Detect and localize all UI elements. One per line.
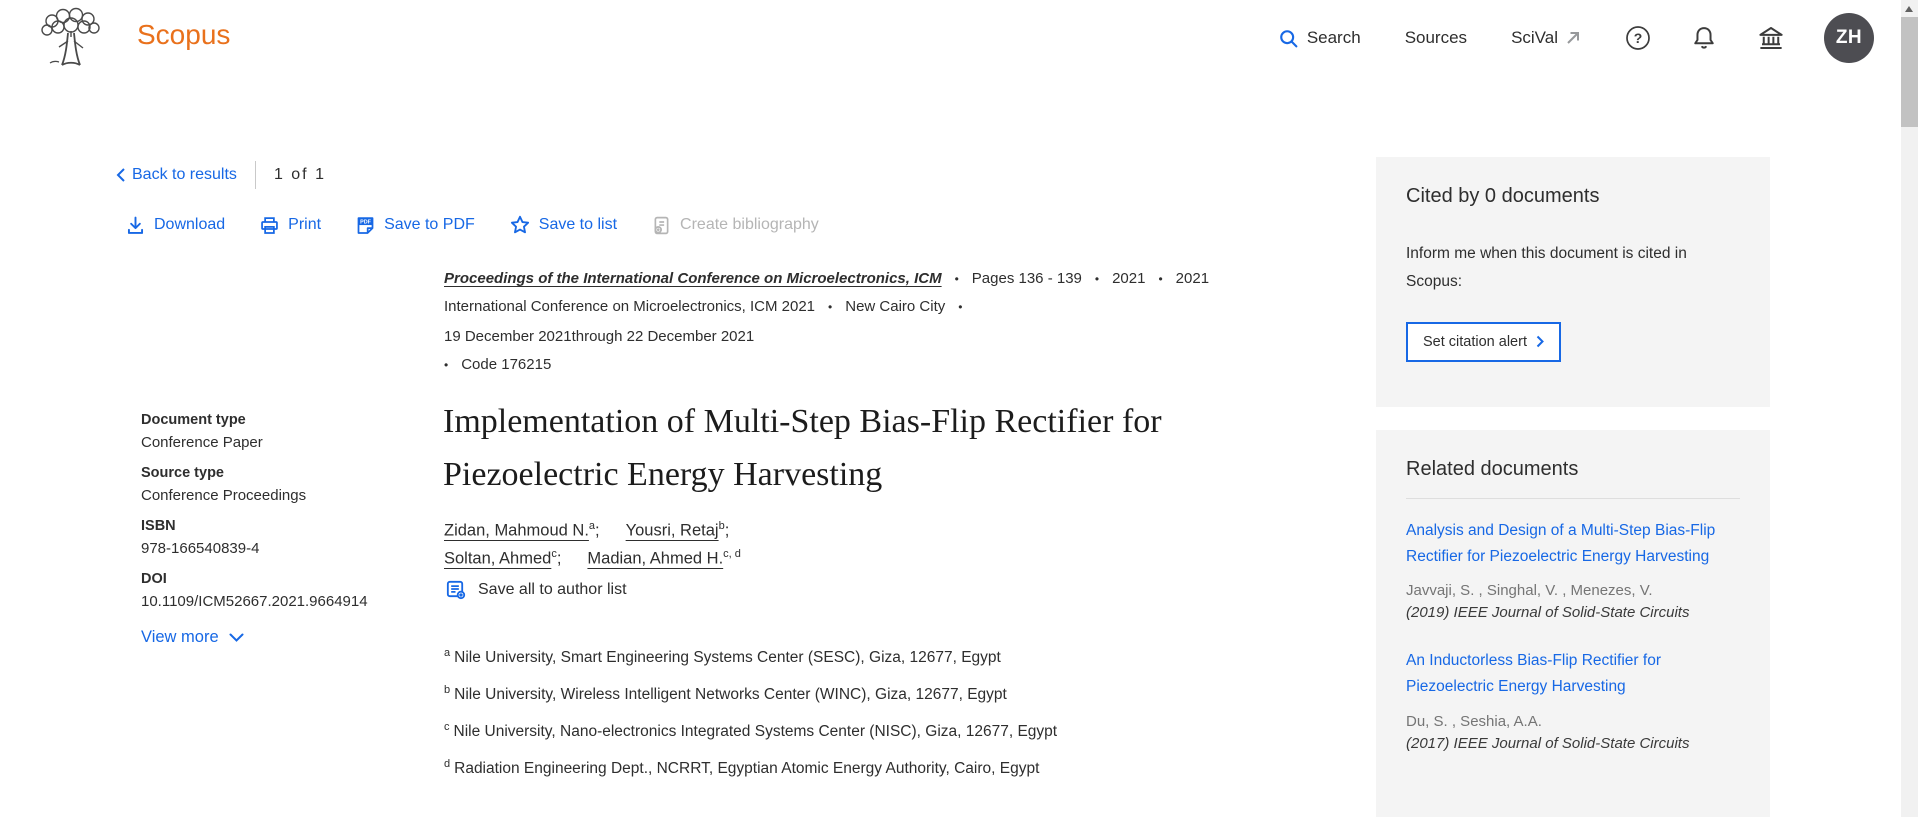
user-avatar[interactable]: ZH [1824,13,1874,63]
author-link[interactable] [587,545,740,573]
nav-sources-label: Sources [1404,28,1468,47]
chevron-left-icon [115,167,126,183]
bibliography-icon [651,215,672,236]
affiliation-item [444,646,1057,669]
author-name: Soltan, Ahmed [444,549,552,568]
related-documents-heading: Related documents [1406,458,1579,480]
metadata-document-type [141,412,431,451]
institution-bank-icon[interactable] [1756,23,1786,53]
breadcrumb-divider [255,161,256,189]
author-list [444,517,878,573]
publication-row-1 [444,270,1234,287]
pages-range: Pages 136 - 139 [971,270,1082,287]
save-to-list-button[interactable] [509,214,617,236]
metadata-label: DOI [141,571,167,587]
author-name: Madian, Ahmed H. [587,549,724,568]
cited-by-panel [1376,157,1770,407]
publication-info [444,270,1234,384]
bullet-separator: • [444,358,449,372]
related-document-source: (2017) IEEE Journal of Solid-State Circuits [1406,734,1690,752]
author-list-add-icon [444,578,467,601]
nav-scival-label: SciVal [1511,28,1558,47]
download-icon [125,215,146,236]
metadata-isbn [141,518,431,557]
back-to-results-link[interactable] [115,166,237,184]
related-document-authors: Du, S. , Seshia, A.A. [1406,712,1542,730]
view-more-link[interactable] [141,628,431,647]
author-name: Zidan, Mahmoud N. [444,521,589,540]
metadata-value: 978-166540839-4 [141,540,260,557]
metadata-label: ISBN [141,518,176,534]
affiliation-text: Radiation Engineering Dept., NCRRT, Egyptian Atomic Energy Authority, Cairo, Egypt [454,759,1040,777]
save-to-list-label: Save to list [538,216,618,233]
author-affiliation-sup: c, d [723,548,741,561]
affiliation-sup: c [444,720,450,733]
set-citation-alert-button[interactable] [1406,322,1561,362]
nav-scival[interactable] [1511,28,1580,48]
author-affiliation-sup: a [588,520,596,532]
notifications-bell-icon[interactable] [1690,24,1718,52]
publication-year: 2021 [1112,270,1146,287]
related-document-item [1406,518,1740,621]
print-label: Print [288,216,322,233]
download-label: Download [154,216,226,233]
printer-icon [259,215,280,236]
save-all-label: Save all to author list [478,580,627,598]
bullet-separator: • [828,300,833,314]
bullet-separator: • [1094,272,1100,286]
save-to-pdf-label: Save to PDF [384,216,475,233]
external-link-arrow-icon [1566,31,1580,45]
affiliation-item [444,757,1057,780]
related-document-authors: Javvaji, S. , Singhal, V. , Menezes, V. [1406,582,1653,600]
related-document-link[interactable]: An Inductorless Bias-Flip Rectifier for Piezoelectric Energy Harvesting [1406,652,1661,696]
affiliation-list [444,646,1057,793]
cited-by-heading: Cited by 0 documents [1406,185,1600,207]
save-to-pdf-button[interactable] [355,215,475,236]
header-icon-cluster [1624,13,1874,63]
affiliation-sup: a [444,647,451,659]
search-icon [1278,28,1299,49]
bullet-separator: • [958,300,963,314]
save-all-to-author-list-button[interactable] [444,578,627,601]
related-document-link[interactable]: Analysis and Design of a Multi-Step Bias-Flip Rectifier for Piezoelectric Energy Harvesting [1406,522,1716,565]
document-metadata [141,412,431,647]
nav-search-label: Search [1306,28,1361,47]
back-to-results-label: Back to results [132,166,237,183]
vertical-scrollbar[interactable] [1901,0,1918,817]
header-nav [1278,0,1874,76]
svg-text:PDF: PDF [360,219,371,226]
author-name: Yousri, Retaj [625,521,719,540]
metadata-source-type [141,465,431,504]
related-document-source: (2019) IEEE Journal of Solid-State Circuits [1406,604,1690,622]
conference-name: International Conference on Microelectronics, ICM 2021 [444,298,816,315]
affiliation-sup: b [444,683,451,696]
top-header [0,0,1918,76]
chevron-right-icon [1536,335,1544,348]
metadata-label: Document type [141,412,246,428]
create-bibliography-button[interactable] [651,215,819,236]
metadata-label: Source type [141,465,224,481]
scrollbar-up-arrow-icon[interactable] [1905,6,1913,12]
view-more-label: View more [141,628,219,646]
nav-sources[interactable] [1405,28,1467,48]
publication-row-2 [444,298,1234,345]
document-title: Implementation of Multi-Step Bias-Flip Rectifier for Piezoelectric Energy Harvesting [443,403,1162,493]
affiliation-item [444,683,1057,706]
related-documents-panel [1376,430,1770,817]
elsevier-tree-logo[interactable] [38,7,104,69]
related-divider [1406,498,1740,499]
conference-location: New Cairo City [845,298,946,315]
metadata-doi [141,571,431,610]
nav-search[interactable] [1278,28,1361,49]
publication-row-3 [444,356,1234,373]
cited-by-description: Inform me when this document is cited in Scopus: [1406,245,1687,290]
chevron-down-icon [229,633,244,643]
affiliation-item [444,720,1057,743]
scrollbar-thumb[interactable] [1901,17,1918,127]
source-title-link[interactable]: Proceedings of the International Conference on Microelectronics, ICM [444,270,942,287]
author-link[interactable] [444,517,600,545]
author-affiliation-sup: b [718,520,725,532]
bullet-separator: • [954,272,959,286]
result-position: 1 of 1 [273,166,326,183]
pdf-icon [355,215,376,236]
bullet-separator: • [1158,272,1163,286]
metadata-value: Conference Proceedings [141,487,307,504]
affiliation-text: Nile University, Smart Engineering Systems Center (SESC), Giza, 12677, Egypt [454,649,1001,667]
print-button[interactable] [259,215,321,236]
publication-year-2: 2021 [1175,270,1210,287]
author-link[interactable] [444,545,561,573]
author-delimiter: ; [595,521,600,540]
metadata-value: 10.1109/ICM52667.2021.9664914 [141,593,368,610]
star-icon [509,214,531,236]
document-toolbar [125,214,819,236]
author-delimiter: ; [724,521,730,540]
conference-code: Code 176215 [461,356,552,373]
affiliation-sup: d [444,757,451,770]
related-document-item [1406,648,1740,751]
author-affiliation-sup: c [551,548,557,561]
download-button[interactable] [125,215,225,236]
author-delimiter: ; [556,549,562,568]
author-link[interactable] [626,517,730,545]
create-bibliography-label: Create bibliography [680,216,819,233]
scopus-wordmark[interactable]: Scopus [137,19,231,50]
svg-text:?: ? [1633,30,1643,46]
conference-dates: 19 December 2021through 22 December 2021 [444,328,755,345]
affiliation-text: Nile University, Nano-electronics Integrated Systems Center (NISC), Giza, 12677, Egypt [453,722,1058,740]
breadcrumb [115,161,326,189]
set-citation-alert-label: Set citation alert [1423,333,1527,350]
help-icon[interactable] [1624,24,1652,52]
affiliation-text: Nile University, Wireless Intelligent Networks Center (WINC), Giza, 12677, Egypt [454,686,1007,703]
metadata-value: Conference Paper [141,434,263,451]
